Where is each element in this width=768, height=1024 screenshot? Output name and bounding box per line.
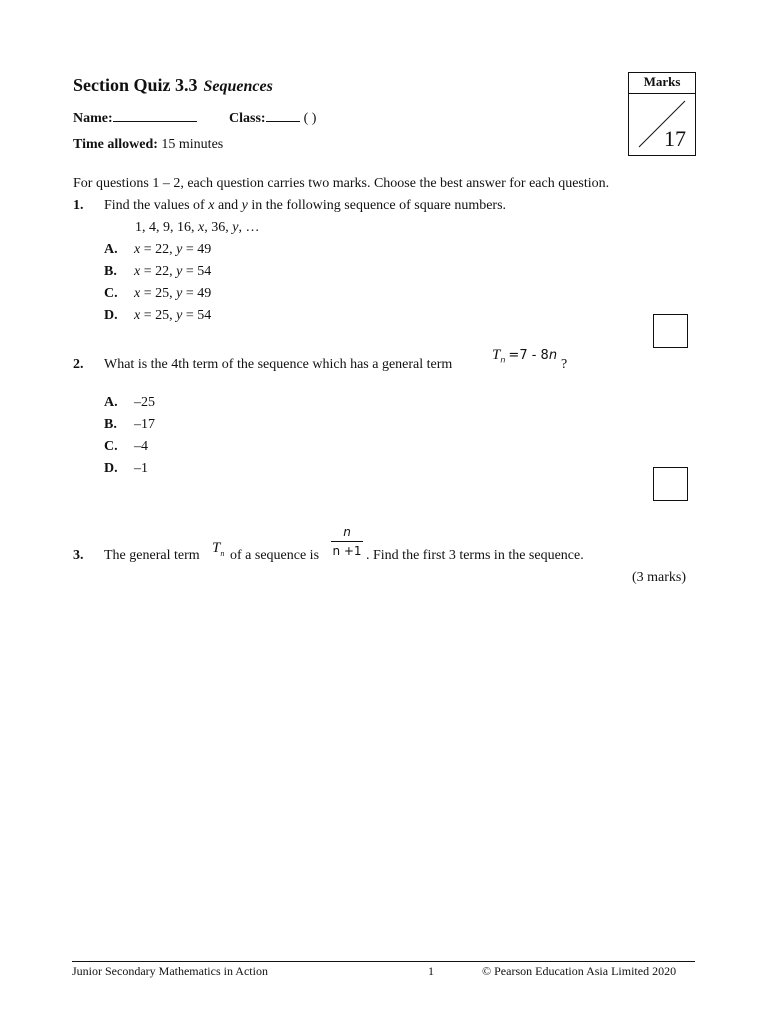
option-x-value: = 22, bbox=[140, 264, 177, 279]
q2-question-mark: ? bbox=[561, 357, 568, 372]
q2-option-b[interactable] bbox=[104, 417, 155, 433]
q1-text-prefix: Find the values of bbox=[104, 198, 209, 213]
q1-seq-mid: , 36, bbox=[204, 220, 233, 235]
option-letter: A. bbox=[104, 242, 118, 257]
q1-seq-y: y bbox=[232, 220, 239, 235]
option-y-value: = 54 bbox=[182, 308, 212, 323]
q3-term-T: T bbox=[212, 540, 221, 556]
footer-left: Junior Secondary Mathematics in Action bbox=[72, 964, 268, 978]
question-3 bbox=[73, 548, 84, 564]
option-y: y bbox=[176, 264, 183, 279]
option-letter: C. bbox=[104, 439, 118, 454]
option-y-value: = 49 bbox=[182, 242, 212, 257]
q2-formula-body: =7 - 8 bbox=[508, 348, 549, 363]
q1-seq-end: , … bbox=[238, 220, 260, 235]
class-number-paren: ( ) bbox=[303, 111, 317, 126]
q1-answer-box[interactable] bbox=[653, 314, 688, 348]
q1-option-d[interactable] bbox=[104, 308, 211, 324]
option-y: y bbox=[176, 286, 183, 301]
name-field[interactable] bbox=[73, 109, 197, 127]
question-2 bbox=[73, 357, 84, 373]
fraction-numerator: n bbox=[331, 525, 363, 542]
instructions: For questions 1 – 2, each question carries two marks. Choose the best answer for each question. bbox=[73, 176, 610, 191]
option-x-value: = 25, bbox=[140, 308, 177, 323]
quiz-subtitle: Sequences bbox=[203, 78, 273, 95]
class-blank[interactable] bbox=[266, 109, 300, 122]
q1-option-c[interactable] bbox=[104, 286, 211, 302]
q2-option-a[interactable] bbox=[104, 395, 155, 411]
option-letter: B. bbox=[104, 417, 117, 432]
q1-text-and: and bbox=[214, 198, 242, 213]
marks-total: 17 bbox=[664, 126, 686, 151]
class-field[interactable] bbox=[229, 109, 316, 127]
q3-text-a: The general term bbox=[104, 548, 200, 563]
option-x-value: = 22, bbox=[140, 242, 177, 257]
q3-text-c: . Find the first 3 terms in the sequence. bbox=[366, 548, 584, 563]
q1-option-a[interactable] bbox=[104, 242, 211, 258]
option-letter: D. bbox=[104, 461, 118, 476]
q1-var-y: y bbox=[241, 198, 248, 213]
q1-text-suffix: in the following sequence of square numbers. bbox=[247, 198, 507, 213]
marks-label: Marks bbox=[629, 73, 695, 94]
q1-option-b[interactable] bbox=[104, 264, 211, 280]
option-y: y bbox=[176, 242, 183, 257]
option-x: x bbox=[134, 308, 141, 323]
q2-text: What is the 4th term of the sequence which has a general term bbox=[104, 357, 453, 372]
q2-option-c[interactable] bbox=[104, 439, 148, 455]
option-x: x bbox=[134, 286, 141, 301]
option-letter: A. bbox=[104, 395, 118, 410]
question-number: 1. bbox=[73, 198, 84, 213]
q3-term-n: n bbox=[220, 548, 225, 558]
q2-option-d[interactable] bbox=[104, 461, 148, 477]
question-1 bbox=[73, 198, 84, 214]
option-letter: D. bbox=[104, 308, 118, 323]
q2-term-T: T bbox=[492, 347, 501, 363]
option-y: y bbox=[176, 308, 183, 323]
option-value: –4 bbox=[134, 439, 148, 454]
quiz-title: Section Quiz 3.3 bbox=[73, 75, 198, 95]
page-number: 1 bbox=[428, 964, 434, 978]
time-allowed bbox=[73, 137, 223, 153]
q1-seq-start: 1, 4, 9, 16, bbox=[135, 220, 198, 235]
option-x-value: = 25, bbox=[140, 286, 177, 301]
option-x: x bbox=[134, 242, 141, 257]
question-2-text bbox=[104, 357, 452, 373]
question-1-text bbox=[104, 198, 506, 214]
question-number: 2. bbox=[73, 357, 84, 372]
option-x: x bbox=[134, 264, 141, 279]
time-value: 15 minutes bbox=[161, 137, 224, 152]
q2-answer-box[interactable] bbox=[653, 467, 688, 501]
option-value: –1 bbox=[134, 461, 148, 476]
time-label: Time allowed: bbox=[73, 137, 158, 152]
q1-var-x: x bbox=[208, 198, 215, 213]
page-title bbox=[73, 75, 273, 96]
fraction-denominator: n +1 bbox=[332, 544, 362, 558]
q1-sequence bbox=[135, 220, 259, 236]
q2-formula-n: n bbox=[548, 348, 558, 363]
q3-term bbox=[212, 540, 224, 558]
footer-copyright: © Pearson Education Asia Limited 2020 bbox=[482, 964, 677, 978]
name-blank[interactable] bbox=[113, 109, 197, 122]
footer-divider bbox=[72, 961, 695, 962]
q3-marks: (3 marks) bbox=[632, 570, 687, 585]
option-letter: B. bbox=[104, 264, 117, 279]
option-y-value: = 49 bbox=[182, 286, 212, 301]
question-number: 3. bbox=[73, 548, 84, 563]
q3-text-b: of a sequence is bbox=[230, 548, 320, 563]
option-value: –25 bbox=[134, 395, 155, 410]
option-value: –17 bbox=[134, 417, 155, 432]
q1-seq-x: x bbox=[198, 220, 205, 235]
option-letter: C. bbox=[104, 286, 118, 301]
q2-term-n: n bbox=[500, 355, 506, 365]
marks-box bbox=[628, 72, 696, 156]
option-y-value: = 54 bbox=[182, 264, 212, 279]
class-label: Class: bbox=[229, 111, 266, 126]
name-label: Name: bbox=[73, 111, 113, 126]
q3-fraction bbox=[331, 525, 363, 558]
q2-formula bbox=[492, 347, 557, 365]
